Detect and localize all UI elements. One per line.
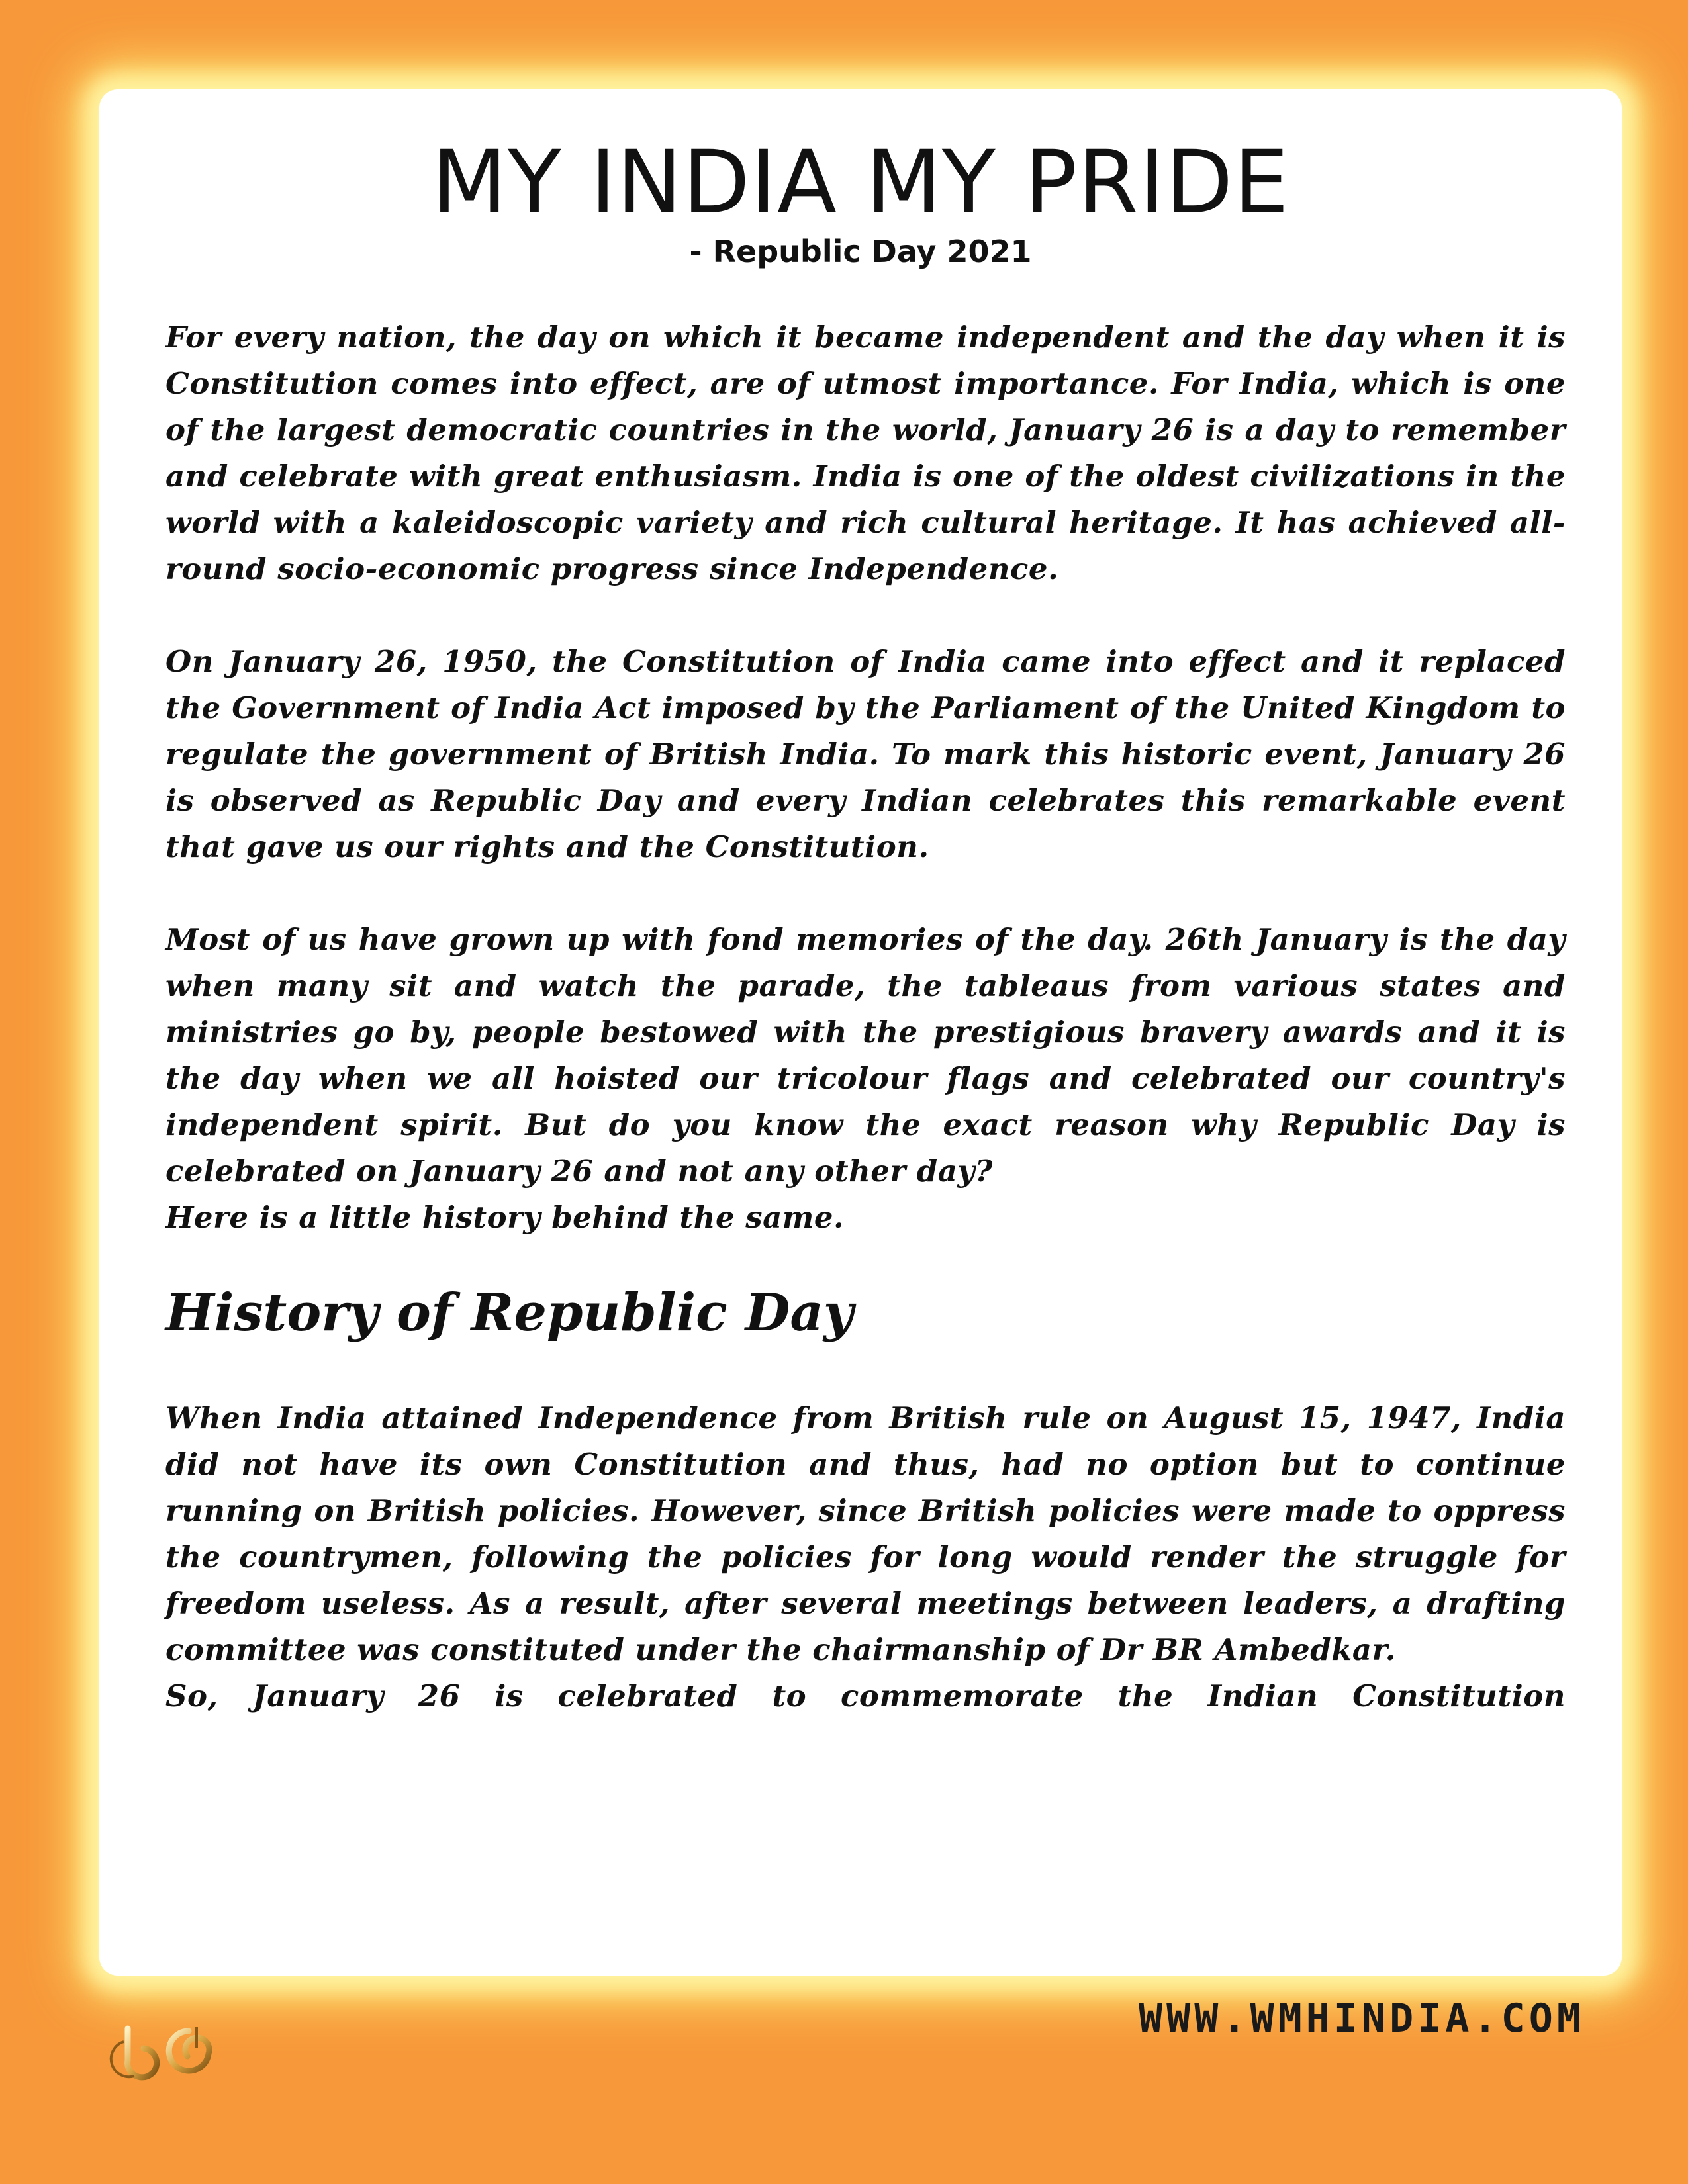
paragraph-memories-closing: Here is a little history behind the same. (165, 1200, 845, 1235)
paragraph-intro: For every nation, the day on which it became independent and the day when it is Constitution comes into effect, are of utmost importance. For India, which is one of the largest democratic countries in the world, January 26 is a day to remember and celebrate with great enthusiasm. India is one of the oldest civilizations in the world with a kaleidoscopic variety and rich cultural heritage. It has achieved all-round socio-economic progress since Independence. (165, 320, 1566, 586)
website-url: WWW.WMHINDIA.COM (1139, 1995, 1585, 2042)
paragraph-constitution: On January 26, 1950, the Constitution of India came into effect and it replaced the Government of India Act imposed by the Parliament of the United Kingdom to regulate the government of British India. To mark this historic event, January 26 is observed as Republic Day and every Indian celebrates this remarkable event that gave us our rights and the Constitution. (165, 644, 1566, 864)
page-subtitle: - Republic Day 2021 (689, 234, 1032, 269)
section-heading-history: History of Republic Day (165, 1283, 854, 1343)
document-card (99, 89, 1622, 1976)
paragraph-history-text: When India attained Independence from British rule on August 15, 1947, India did not have its own Constitution and thus, had no option but to continue running on British policies. However, since British policies were made to oppress the countrymen, following the policies for long would render the struggle for freedom useless. As a result, after several meetings between leaders, a drafting committee was constituted under the chairmanship of Dr BR Ambedkar. (165, 1400, 1566, 1667)
page-title: MY INDIA MY PRIDE (432, 132, 1289, 234)
document-body (165, 314, 1566, 1766)
wm-logo-icon (109, 2022, 242, 2081)
paragraph-memories (165, 917, 1566, 1241)
paragraph-history (165, 1395, 1566, 1719)
paragraph-history-closing: So, January 26 is celebrated to commemorate the Indian Constitution (165, 1678, 1566, 1713)
paragraph-memories-text: Most of us have grown up with fond memories of the day. 26th January is the day when many sit and watch the parade, the tableaus from various states and ministries go by, people bestowed with the prestigious bravery awards and it is the day when we all hoisted our tricolour flags and celebrated our country's independent spirit. But do you know the exact reason why Republic Day is celebrated on January 26 and not any other day? (165, 922, 1566, 1189)
